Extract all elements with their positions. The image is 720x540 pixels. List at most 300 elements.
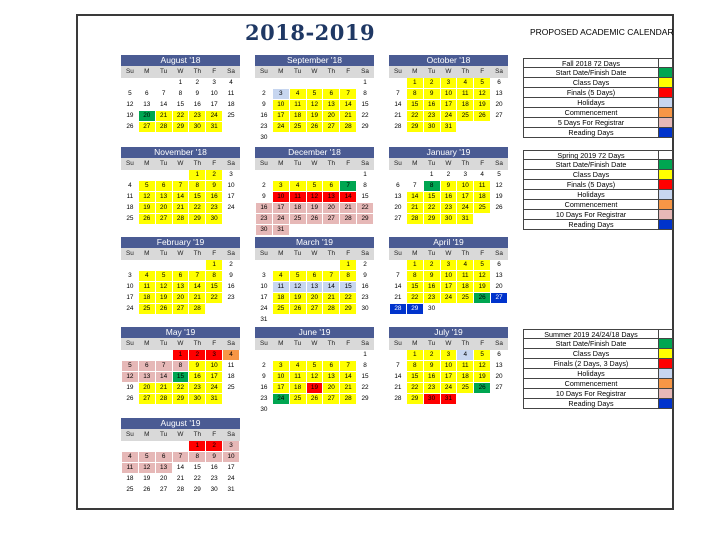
day-cell: 24 [440,383,457,394]
day-cell: 12 [138,192,155,203]
weekday-header: W [440,249,457,260]
empty-day-cell [474,214,491,225]
legend-label: Class Days [523,349,659,359]
day-cell: 5 [306,361,323,372]
day-cell: 28 [390,122,407,133]
day-cell: 23 [440,203,457,214]
day-cell: 23 [189,383,206,394]
empty-day-cell [357,405,374,416]
day-cell: 17 [440,282,457,293]
weekday-header: Su [390,159,407,170]
week-row [122,271,240,282]
empty-day-cell [122,441,139,452]
empty-day-cell [306,78,323,89]
day-cell: 1 [423,170,440,181]
day-cell: 23 [256,214,273,225]
legend-label: Holidays [523,190,659,200]
weekday-header: Tu [423,249,440,260]
day-cell: 24 [440,111,457,122]
day-cell: 29 [406,304,423,315]
day-cell: 21 [340,111,357,122]
empty-day-cell [256,350,273,361]
day-cell: 13 [138,372,155,383]
weekday-header: W [172,249,189,260]
day-cell: 2 [223,260,240,271]
day-cell: 9 [256,372,273,383]
day-cell: 18 [122,203,139,214]
legend-label: Class Days [523,170,659,180]
empty-day-cell [406,170,423,181]
day-cell: 19 [138,203,155,214]
day-cell: 22 [340,293,357,304]
day-cell: 8 [357,181,374,192]
weekday-header: M [406,67,423,78]
empty-day-cell [172,441,189,452]
day-cell: 19 [289,293,306,304]
day-cell: 25 [122,485,139,496]
day-cell: 17 [457,192,474,203]
empty-day-cell [323,170,340,181]
legend-label: Finals (5 Days) [523,180,659,190]
day-cell: 31 [440,394,457,405]
day-cell: 16 [256,203,273,214]
day-cell: 1 [406,350,423,361]
weekday-header: Th [323,67,340,78]
day-cell: 6 [306,271,323,282]
day-cell: 6 [323,181,340,192]
day-cell: 16 [256,111,273,122]
day-cell: 28 [172,485,189,496]
day-cell: 22 [423,203,440,214]
day-cell: 11 [223,361,240,372]
week-row [390,170,508,181]
weekday-header: Th [189,430,206,441]
month-days-table [121,248,240,315]
day-cell: 30 [423,122,440,133]
month-title: July '19 [389,327,508,338]
day-cell: 28 [340,214,357,225]
day-cell: 10 [206,361,223,372]
weekday-header: F [206,249,223,260]
empty-day-cell [223,214,240,225]
day-cell: 22 [406,293,423,304]
month-calendar [121,327,240,405]
day-cell: 31 [440,122,457,133]
day-cell: 12 [138,463,155,474]
day-cell: 19 [306,203,323,214]
day-cell: 7 [340,361,357,372]
empty-day-cell [138,260,155,271]
week-row [122,78,240,89]
legend-item [523,108,673,118]
day-cell: 31 [206,122,223,133]
day-cell: 7 [340,181,357,192]
legend-swatch [659,220,673,230]
empty-day-cell [306,133,323,144]
empty-day-cell [172,170,189,181]
month-title: February '19 [121,237,240,248]
day-cell: 5 [138,452,155,463]
week-row [122,203,240,214]
legend-item [523,379,673,389]
day-cell: 11 [289,192,306,203]
day-cell: 9 [256,192,273,203]
legend-swatch [659,180,673,190]
day-cell: 30 [206,214,223,225]
week-row [122,111,240,122]
day-cell: 7 [155,89,172,100]
day-cell: 1 [189,170,206,181]
empty-day-cell [138,350,155,361]
weekday-header: W [306,339,323,350]
legend-swatch [659,160,673,170]
day-cell: 15 [357,372,374,383]
month-title: October '18 [389,55,508,66]
weekday-header: F [206,339,223,350]
day-cell: 14 [323,282,340,293]
day-cell: 6 [491,78,508,89]
weekday-header: F [340,67,357,78]
empty-day-cell [357,225,374,236]
weekday-header: W [440,339,457,350]
day-cell: 25 [289,394,306,405]
day-cell: 4 [122,452,139,463]
legend-swatch [659,399,673,409]
day-cell: 13 [491,89,508,100]
day-cell: 9 [423,271,440,282]
day-cell: 6 [138,89,155,100]
legend-item [523,349,673,359]
weekday-header: Su [256,159,273,170]
day-cell: 4 [272,271,289,282]
empty-day-cell [138,170,155,181]
day-cell: 10 [272,100,289,111]
day-cell: 4 [289,89,306,100]
legend-swatch [659,200,673,210]
empty-day-cell [223,122,240,133]
weekday-header: Su [122,159,139,170]
week-row [122,463,240,474]
day-cell: 17 [272,383,289,394]
day-cell: 12 [306,192,323,203]
weekday-header: W [172,339,189,350]
empty-day-cell [272,133,289,144]
day-cell: 1 [406,260,423,271]
empty-day-cell [122,260,139,271]
day-cell: 5 [155,271,172,282]
day-cell: 19 [306,383,323,394]
day-cell: 3 [256,271,273,282]
day-cell: 6 [138,361,155,372]
day-cell: 30 [256,225,273,236]
empty-day-cell [323,133,340,144]
empty-day-cell [340,78,357,89]
day-cell: 12 [289,282,306,293]
day-cell: 1 [189,441,206,452]
day-cell: 25 [223,111,240,122]
day-cell: 2 [189,350,206,361]
weekday-header: M [272,159,289,170]
day-cell: 23 [206,474,223,485]
empty-day-cell [491,214,508,225]
day-cell: 10 [206,89,223,100]
day-cell: 21 [155,111,172,122]
day-cell: 5 [474,350,491,361]
empty-day-cell [155,78,172,89]
month-title: March '19 [255,237,374,248]
day-cell: 16 [206,463,223,474]
week-row [122,181,240,192]
weekday-header: Th [457,249,474,260]
day-cell: 8 [172,89,189,100]
weekday-header: Su [390,339,407,350]
day-cell: 15 [340,282,357,293]
empty-day-cell [323,405,340,416]
day-cell: 11 [122,192,139,203]
day-cell: 4 [122,181,139,192]
legend-label: Reading Days [523,128,659,138]
week-row [390,111,508,122]
week-row [390,122,508,133]
day-cell: 25 [122,214,139,225]
legend-item [523,190,673,200]
week-row [256,100,374,111]
day-cell: 11 [122,463,139,474]
day-cell: 22 [357,383,374,394]
day-cell: 26 [138,485,155,496]
day-cell: 15 [172,100,189,111]
legend-label: Start Date/Finish Date [523,68,659,78]
day-cell: 16 [423,100,440,111]
day-cell: 20 [390,203,407,214]
day-cell: 17 [256,293,273,304]
weekday-header: W [306,249,323,260]
week-row [122,304,240,315]
weekday-header: Sa [357,339,374,350]
day-cell: 26 [138,214,155,225]
day-cell: 22 [406,111,423,122]
legend-swatch [659,210,673,220]
legend-heading [523,58,673,68]
weekday-header: W [172,430,189,441]
day-cell: 18 [289,383,306,394]
weekday-header: Th [457,159,474,170]
month-days-table [121,158,240,225]
day-cell: 16 [256,383,273,394]
day-cell: 18 [138,293,155,304]
day-cell: 15 [406,100,423,111]
week-row [390,203,508,214]
day-cell: 8 [172,361,189,372]
weekday-header: Th [189,67,206,78]
day-cell: 19 [122,111,139,122]
day-cell: 18 [289,111,306,122]
month-title: August '19 [121,418,240,429]
day-cell: 31 [457,214,474,225]
empty-day-cell [491,122,508,133]
day-cell: 27 [155,214,172,225]
day-cell: 9 [423,89,440,100]
weekday-header: Tu [155,249,172,260]
legend-item [523,369,673,379]
day-cell: 23 [256,122,273,133]
day-cell: 30 [357,304,374,315]
day-cell: 4 [223,350,240,361]
day-cell: 20 [155,474,172,485]
day-cell: 27 [323,122,340,133]
day-cell: 7 [172,181,189,192]
day-cell: 30 [189,394,206,405]
weekday-header: Su [122,430,139,441]
day-cell: 13 [390,192,407,203]
legend-heading [523,329,673,339]
empty-day-cell [340,133,357,144]
day-cell: 24 [272,214,289,225]
weekday-header: Sa [357,249,374,260]
weekday-header: W [440,159,457,170]
weekday-header: Th [189,339,206,350]
day-cell: 21 [189,293,206,304]
day-cell: 13 [323,372,340,383]
empty-day-cell [272,170,289,181]
empty-day-cell [340,225,357,236]
day-cell: 27 [491,383,508,394]
legend-swatch [659,58,673,68]
day-cell: 21 [390,111,407,122]
empty-day-cell [272,350,289,361]
weekday-header: Sa [491,67,508,78]
day-cell: 23 [423,383,440,394]
legend-label: Commencement [523,379,659,389]
day-cell: 24 [272,122,289,133]
day-cell: 19 [138,474,155,485]
empty-day-cell [357,133,374,144]
legend-heading [523,150,673,160]
day-cell: 26 [474,293,491,304]
legend-label: Holidays [523,369,659,379]
day-cell: 1 [357,78,374,89]
day-cell: 28 [172,214,189,225]
day-cell: 14 [340,372,357,383]
week-row [256,260,374,271]
week-row [256,372,374,383]
day-cell: 28 [323,304,340,315]
month-calendar [121,237,240,315]
weekday-header: Tu [155,339,172,350]
weekday-header: Tu [155,430,172,441]
day-cell: 12 [474,271,491,282]
day-cell: 9 [206,452,223,463]
day-cell: 25 [272,304,289,315]
weekday-header: W [172,67,189,78]
day-cell: 9 [256,100,273,111]
week-row [256,315,374,326]
day-cell: 13 [491,271,508,282]
weekday-header: Th [323,249,340,260]
empty-day-cell [172,260,189,271]
empty-day-cell [289,260,306,271]
day-cell: 25 [457,383,474,394]
day-cell: 12 [306,372,323,383]
day-cell: 23 [189,111,206,122]
day-cell: 24 [206,383,223,394]
day-cell: 18 [457,282,474,293]
legend-swatch [659,68,673,78]
day-cell: 8 [357,89,374,100]
day-cell: 14 [189,282,206,293]
day-cell: 26 [122,122,139,133]
empty-day-cell [122,78,139,89]
day-cell: 19 [122,383,139,394]
week-row [256,405,374,416]
day-cell: 19 [474,282,491,293]
legend-item [523,180,673,190]
day-cell: 11 [457,89,474,100]
day-cell: 12 [122,100,139,111]
day-cell: 21 [172,474,189,485]
day-cell: 4 [289,361,306,372]
day-cell: 27 [390,214,407,225]
legend-label: 10 Days For Registrar [523,210,659,220]
week-row [122,474,240,485]
day-cell: 25 [223,383,240,394]
day-cell: 17 [223,192,240,203]
empty-day-cell [323,350,340,361]
month-title: June '19 [255,327,374,338]
day-cell: 19 [155,293,172,304]
day-cell: 11 [289,372,306,383]
day-cell: 29 [357,214,374,225]
day-cell: 12 [122,372,139,383]
day-cell: 16 [423,282,440,293]
day-cell: 8 [189,181,206,192]
day-cell: 2 [423,260,440,271]
day-cell: 28 [390,304,407,315]
weekday-header: Su [122,339,139,350]
week-row [256,304,374,315]
weekday-header: M [406,249,423,260]
day-cell: 1 [357,170,374,181]
week-row [256,192,374,203]
day-cell: 25 [289,122,306,133]
day-cell: 14 [340,100,357,111]
month-calendar [255,147,374,236]
weekday-header: W [440,67,457,78]
day-cell: 3 [440,78,457,89]
week-row [256,271,374,282]
day-cell: 8 [406,271,423,282]
weekday-header: Tu [423,159,440,170]
day-cell: 6 [155,181,172,192]
legend-label: Summer 2019 24/24/18 Days [523,329,659,339]
day-cell: 2 [440,170,457,181]
day-cell: 27 [172,304,189,315]
weekday-header: Su [390,249,407,260]
legend-item [523,339,673,349]
week-row [390,304,508,315]
day-cell: 3 [223,441,240,452]
legend-label: 5 Days For Registrar [523,118,659,128]
day-cell: 7 [390,89,407,100]
week-row [256,383,374,394]
day-cell: 9 [423,361,440,372]
day-cell: 3 [206,78,223,89]
month-calendar [121,55,240,133]
day-cell: 23 [206,203,223,214]
weekday-header: Tu [155,159,172,170]
week-row [256,361,374,372]
empty-day-cell [256,78,273,89]
